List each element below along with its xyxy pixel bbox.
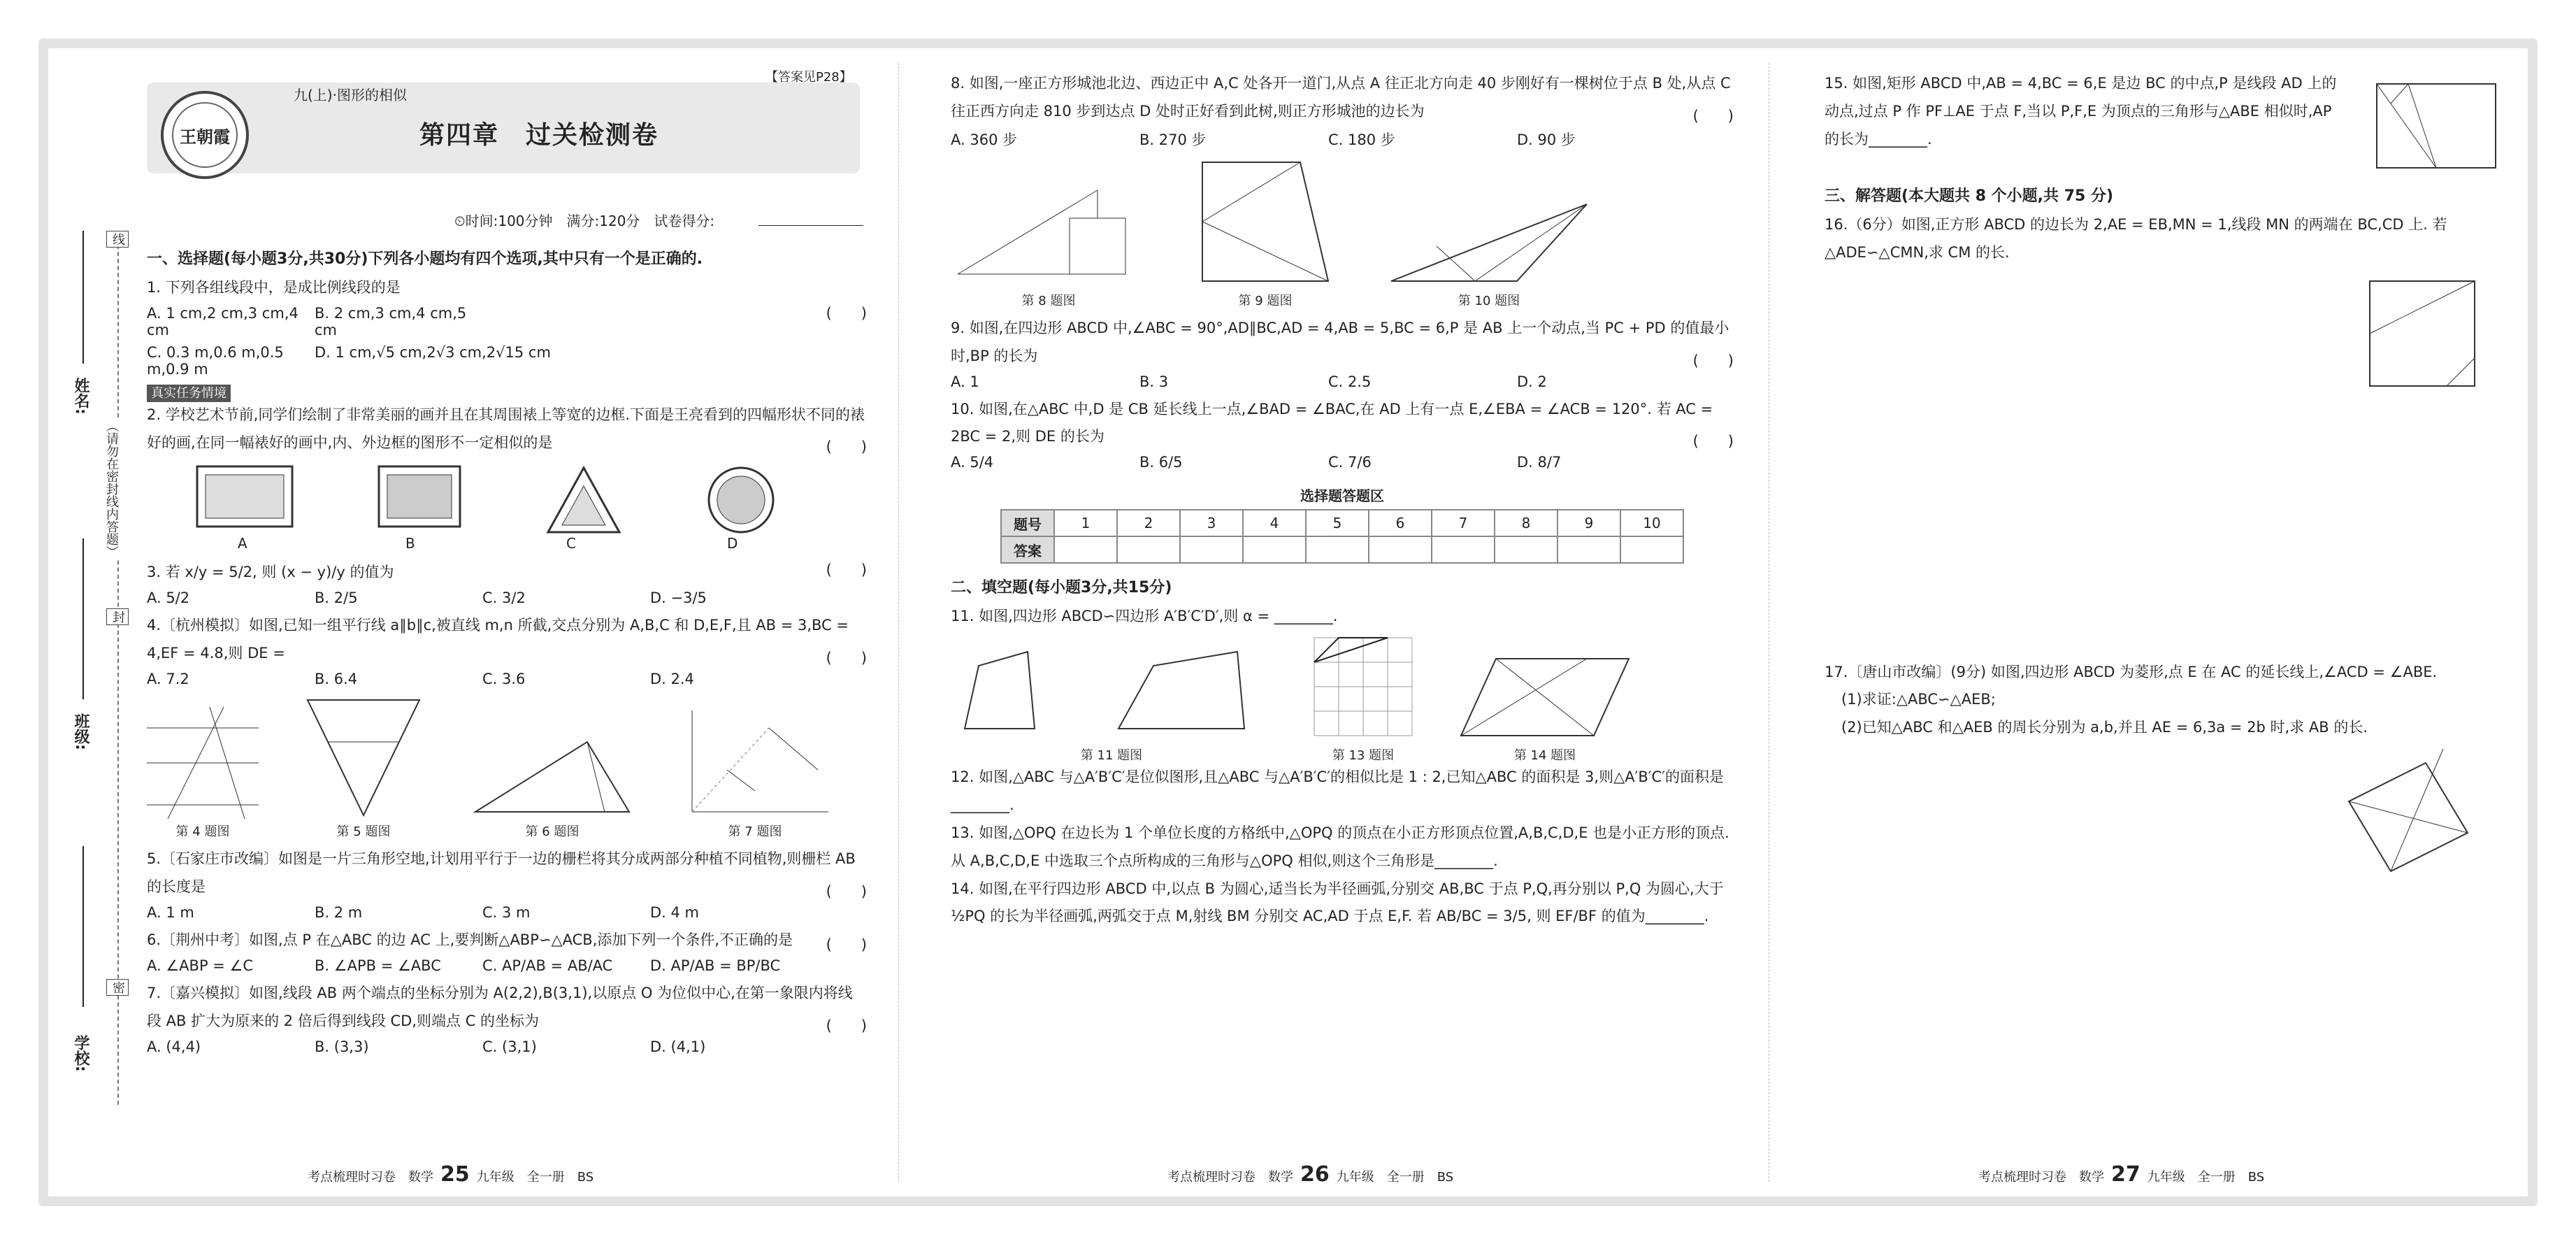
option: A. 5/4	[951, 454, 994, 471]
question-10: 10. 如图,在△ABC 中,D 是 CB 延长线上一点,∠BAD = ∠BAC,在 AD 上有一点 E,∠EBA = ∠ACB = 120°. 若 AC = 2BC = 2,则 DE 的长为	[951, 400, 1713, 445]
seal-line	[117, 231, 119, 1105]
option: D. 2.4	[650, 671, 694, 688]
picture-label: B	[405, 535, 415, 552]
question-options	[147, 957, 867, 974]
section-heading: 二、填空题(每小题3分,共15分)	[951, 579, 1172, 597]
student-info-sidebar	[62, 231, 110, 1098]
answer-grid-num: 6	[1369, 510, 1432, 536]
school-label: 学校:	[72, 1035, 89, 1072]
question-options	[147, 305, 867, 338]
page-number: 27	[2111, 1162, 2140, 1187]
figure-7	[678, 707, 832, 840]
option: B. 2 m	[315, 903, 363, 921]
page-footer	[308, 1162, 593, 1187]
question-13: 13. 如图,△OPQ 在边长为 1 个单位长度的方格纸中,△OPQ 的顶点在小正方形顶点位置,A,B,C,D,E 也是小正方形的顶点. 从 A,B,C,D,E 中选取三个点所构成的三角形与△OPQ 相似,则这个三角形是________.	[951, 824, 1729, 869]
question-2: 2. 学校艺术节前,同学们绘制了非常美丽的画并且在其周围裱上等宽的边框.下面是王亮看到的四幅形状不同的裱好的画,在同一幅裱好的画中,内、外边框的图形不一定相似的是	[147, 406, 865, 451]
option: C. 0.3 m,0.6 m,0.5 m,0.9 m	[147, 343, 284, 378]
option: A. 1	[951, 373, 979, 390]
option: D. AP/AB = BP/BC	[650, 957, 781, 974]
question-12: 12. 如图,△ABC 与△A′B′C′是位似图形,且△ABC 与△A′B′C′的相似比是 1 : 2,已知△ABC 的面积是 3,则△A′B′C′的面积是________.	[951, 769, 1724, 813]
figure-10	[1384, 197, 1594, 309]
option: B. 2/5	[315, 589, 358, 607]
option: D. 90 步	[1517, 131, 1576, 148]
answer-grid-num: 10	[1620, 510, 1683, 536]
page-number: 25	[440, 1162, 470, 1187]
answer-cell[interactable]	[1620, 536, 1683, 563]
option: A. 5/2	[147, 589, 190, 607]
page3-content	[1825, 70, 2510, 882]
figure-caption: 第 14 题图	[1513, 748, 1576, 764]
name-label: 姓名:	[72, 378, 89, 415]
figure-11	[951, 638, 1272, 764]
figure-caption: 第 8 题图	[1021, 293, 1076, 308]
answer-cell[interactable]	[1243, 536, 1306, 563]
figure-13	[1307, 631, 1419, 764]
publisher-logo	[161, 91, 249, 179]
figure-5	[301, 693, 426, 840]
answer-blank: ( )	[826, 650, 867, 667]
page-footer	[1978, 1162, 2264, 1187]
figure-9	[1188, 155, 1342, 309]
answer-grid-num: 2	[1117, 510, 1180, 536]
figure-6	[468, 735, 636, 840]
question-8: 8. 如图,一座正方形城池北边、西边正中 A,C 处各开一道门,从点 A 往正北方向走 40 步刚好有一棵树位于点 B 处,从点 C 往正西方向走 810 步到达点 D 处时正好看到此树,则正方形城池的边长为	[951, 75, 1731, 120]
footer-suffix: 九年级 全一册 BS	[2147, 1170, 2265, 1185]
figure-16	[1825, 267, 2510, 393]
seal-instruction: （请勿在密封线内答题）	[102, 420, 120, 558]
answer-cell[interactable]	[1117, 536, 1180, 563]
answer-grid-label: 题号	[1001, 510, 1054, 536]
picture-label: C	[566, 535, 576, 552]
option: B. 2 cm,3 cm,4 cm,5 cm	[315, 304, 467, 338]
question-17-part-2: (2)已知△ABC 和△AEB 的周长分别为 a,b,并且 AE = 6,3a = 2b 时,求 AB 的长.	[1841, 719, 2368, 736]
answer-grid-num: 5	[1306, 510, 1369, 536]
question-6: 6.〔荆州中考〕如图,点 P 在△ABC 的边 AC 上,要判断△ABP∽△ACB,添加下列一个条件,不正确的是	[147, 931, 793, 948]
question-11: 11. 如图,四边形 ABCD∽四边形 A′B′C′D′,则 α = ________.	[951, 608, 1338, 625]
option: A. 1 m	[147, 903, 194, 921]
page-footer	[1167, 1162, 1453, 1187]
picture-b-icon	[377, 465, 461, 528]
answer-cell[interactable]	[1054, 536, 1117, 563]
option: D. 4 m	[650, 903, 700, 921]
question-options	[147, 1038, 867, 1055]
question-options	[147, 589, 867, 606]
question-17: 17.〔唐山市改编〕(9分) 如图,四边形 ABCD 为菱形,点 E 在 AC 的延长线上,∠ACD = ∠ABE.	[1825, 663, 2438, 680]
option: C. 3.6	[482, 671, 526, 688]
answer-cell[interactable]	[1432, 536, 1495, 563]
chapter-subtitle: 九(上)·图形的相似	[294, 87, 407, 103]
score-line	[758, 225, 863, 226]
school-line	[82, 846, 84, 1007]
seal-mark: 密	[106, 979, 129, 996]
answer-blank: ( )	[826, 304, 867, 322]
seal-mark: 线	[106, 231, 129, 248]
page-title: 第四章 过关检测卷	[419, 121, 659, 150]
section-heading: 三、解答题(本大题共 8 个小题,共 75 分)	[1825, 187, 2114, 205]
answer-blank: ( )	[826, 936, 867, 953]
figure-4	[147, 707, 259, 840]
option: B. 3	[1139, 373, 1169, 390]
option: C. 3 m	[482, 903, 531, 921]
question-14: 14. 如图,在平行四边形 ABCD 中,以点 B 为圆心,适当长为半径画弧,分别交 AB,BC 于点 P,Q,再分别以 P,Q 为圆心,大于 ½PQ 的长为半径画弧,两弧交于点 M,射线 BM 分别交 AC,AD 于点 E,F. 若 AB/BC = 3/5, 则 EF/BF 的值为________.	[951, 880, 1724, 925]
figure-caption: 第 9 题图	[1238, 293, 1293, 308]
option: D. 8/7	[1517, 454, 1562, 471]
answer-grid-num: 3	[1180, 510, 1243, 536]
footer-prefix: 考点梳理时习卷 数学	[1978, 1170, 2104, 1185]
footer-suffix: 九年级 全一册 BS	[1336, 1170, 1454, 1185]
figure-caption: 第 10 题图	[1458, 293, 1520, 308]
figure-caption: 第 11 题图	[1080, 748, 1143, 764]
question-17-part-1: (1)求证:△ABC∽△AEB;	[1841, 691, 1996, 708]
name-line	[82, 231, 84, 364]
question-options	[147, 344, 867, 378]
picture-label: D	[727, 535, 738, 552]
question-5: 5.〔石家庄市改编〕如图是一片三角形空地,计划用平行于一边的栅栏将其分成两部分种植不同植物,则栅栏 AB 的长度是	[147, 850, 856, 896]
question-options	[951, 129, 1734, 150]
option: B. 6/5	[1139, 454, 1183, 471]
figure-14	[1454, 652, 1636, 764]
question-4: 4.〔杭州模拟〕如图,已知一组平行线 a∥b∥c,被直线 m,n 所截,交点分别为 A,B,C 和 D,E,F,且 AB = 3,BC = 4,EF = 4.8,则 DE =	[147, 617, 849, 662]
option: D. 2	[1517, 373, 1547, 390]
section-heading: 一、选择题(每小题3分,共30分)下列各小题均有四个选项,其中只有一个是正确的.	[147, 250, 703, 268]
exam-meta: ⏲时间:100分钟 满分:120分 试卷得分:	[454, 213, 715, 229]
answer-grid-header	[1001, 510, 1683, 536]
figure-caption: 第 6 题图	[525, 824, 580, 840]
option: A. 360 步	[951, 131, 1018, 148]
seal-mark: 封	[106, 608, 129, 625]
option: A. 1 cm,2 cm,3 cm,4 cm	[147, 304, 298, 338]
footer-suffix: 九年级 全一册 BS	[476, 1170, 594, 1185]
page-number: 26	[1300, 1162, 1330, 1187]
question-3: 3. 若 x/y = 5/2, 则 (x − y)/y 的值为	[147, 564, 394, 581]
option: C. AP/AB = AB/AC	[482, 957, 613, 974]
answer-grid	[1000, 509, 1684, 564]
answer-blank: ( )	[1692, 352, 1734, 369]
answer-cell[interactable]	[1557, 536, 1620, 563]
answer-cell[interactable]	[1306, 536, 1369, 563]
question-1: 1. 下列各组线段中，是成比例线段的是	[147, 278, 401, 296]
page-divider	[898, 63, 899, 1182]
option: C. 180 步	[1328, 131, 1395, 148]
picture-label: A	[238, 535, 247, 552]
picture-d-icon	[706, 465, 776, 535]
framed-pictures	[196, 465, 867, 535]
answer-area-title: 选择题答题区	[1300, 487, 1384, 505]
class-label: 班级:	[72, 713, 89, 750]
answer-blank: ( )	[1692, 433, 1734, 450]
option: B. 270 步	[1139, 131, 1207, 148]
answer-blank: ( )	[826, 438, 867, 456]
answer-grid-label: 答案	[1001, 536, 1054, 563]
answer-blank: ( )	[826, 1017, 867, 1034]
question-16: 16.（6分）如图,正方形 ABCD 的边长为 2,AE = EB,MN = 1,线段 MN 的两端在 BC,CD 上. 若△ADE∽△CMN,求 CM 的长.	[1825, 215, 2447, 261]
option: D. (4,1)	[650, 1038, 706, 1055]
answer-blank: ( )	[1692, 107, 1734, 124]
answer-grid-num: 9	[1557, 510, 1620, 536]
footer-prefix: 考点梳理时习卷 数学	[1167, 1170, 1293, 1185]
answer-reference: 【答案见P28】	[765, 70, 852, 85]
figure-17	[1825, 742, 2510, 882]
option: B. 6.4	[315, 671, 358, 688]
figure-8	[951, 183, 1146, 309]
answer-blank: ( )	[826, 562, 867, 579]
answer-grid-num: 7	[1432, 510, 1495, 536]
option: C. 2.5	[1328, 373, 1372, 390]
figure-caption: 第 7 题图	[728, 824, 782, 840]
question-options	[147, 671, 867, 687]
figures-row	[951, 631, 1734, 764]
answer-grid-num: 1	[1054, 510, 1117, 536]
class-line	[82, 538, 84, 699]
answer-cell[interactable]	[1369, 536, 1432, 563]
footer-prefix: 考点梳理时习卷 数学	[308, 1170, 433, 1185]
option: C. 7/6	[1328, 454, 1372, 471]
option: D. 1 cm,√5 cm,2√3 cm,2√15 cm	[315, 343, 551, 361]
answer-blank: ( )	[826, 882, 867, 900]
option: B. ∠APB = ∠ABC	[315, 957, 441, 974]
answer-grid-row	[1001, 536, 1683, 563]
question-15: 15. 如图,矩形 ABCD 中,AB = 4,BC = 6,E 是边 BC 的中点,P 是线段 AD 上的动点,过点 P 作 PF⊥AE 于点 F,当以 P,F,E 为顶点的三角形与△ABE 相似时,AP 的长为________.	[1825, 75, 2337, 148]
picture-a-icon	[196, 465, 294, 528]
figure-caption: 第 13 题图	[1332, 748, 1395, 764]
picture-c-icon	[545, 465, 622, 535]
answer-space[interactable]	[1825, 393, 2510, 659]
figure-15	[2363, 70, 2510, 182]
answer-grid-num: 8	[1495, 510, 1557, 536]
option: A. ∠ABP = ∠C	[147, 957, 254, 974]
option: A. (4,4)	[147, 1038, 201, 1055]
option: A. 7.2	[147, 671, 189, 688]
option: C. (3,1)	[482, 1038, 537, 1055]
option: C. 3/2	[482, 589, 526, 607]
question-7: 7.〔嘉兴模拟〕如图,线段 AB 两个端点的坐标分别为 A(2,2),B(3,1),以原点 O 为位似中心,在第一象限内将线段 AB 扩大为原来的 2 倍后得到线段 CD,则端点 C 的坐标为	[147, 984, 853, 1029]
option: D. −3/5	[650, 589, 707, 607]
question-options	[147, 904, 867, 921]
question-options	[951, 373, 1734, 390]
picture-labels	[238, 535, 867, 552]
figures-row	[951, 155, 1734, 309]
logo-text: 王朝霞	[172, 102, 238, 168]
figure-caption: 第 4 题图	[175, 824, 230, 840]
page1-content	[147, 245, 867, 1061]
figures-row	[147, 693, 867, 840]
answer-cell[interactable]	[1495, 536, 1557, 563]
question-options	[951, 454, 1734, 471]
task-tag: 真实任务情境	[147, 385, 231, 402]
page2-content	[951, 70, 1734, 931]
question-9: 9. 如图,在四边形 ABCD 中,∠ABC = 90°,AD∥BC,AD = 4,AB = 5,BC = 6,P 是 AB 上一个动点,当 PC + PD 的值最小时,BP 的长为	[951, 319, 1729, 364]
option: B. (3,3)	[315, 1038, 369, 1055]
figure-caption: 第 5 题图	[336, 824, 391, 840]
answer-cell[interactable]	[1180, 536, 1243, 563]
question-15-block	[1825, 70, 2510, 182]
answer-grid-num: 4	[1243, 510, 1306, 536]
